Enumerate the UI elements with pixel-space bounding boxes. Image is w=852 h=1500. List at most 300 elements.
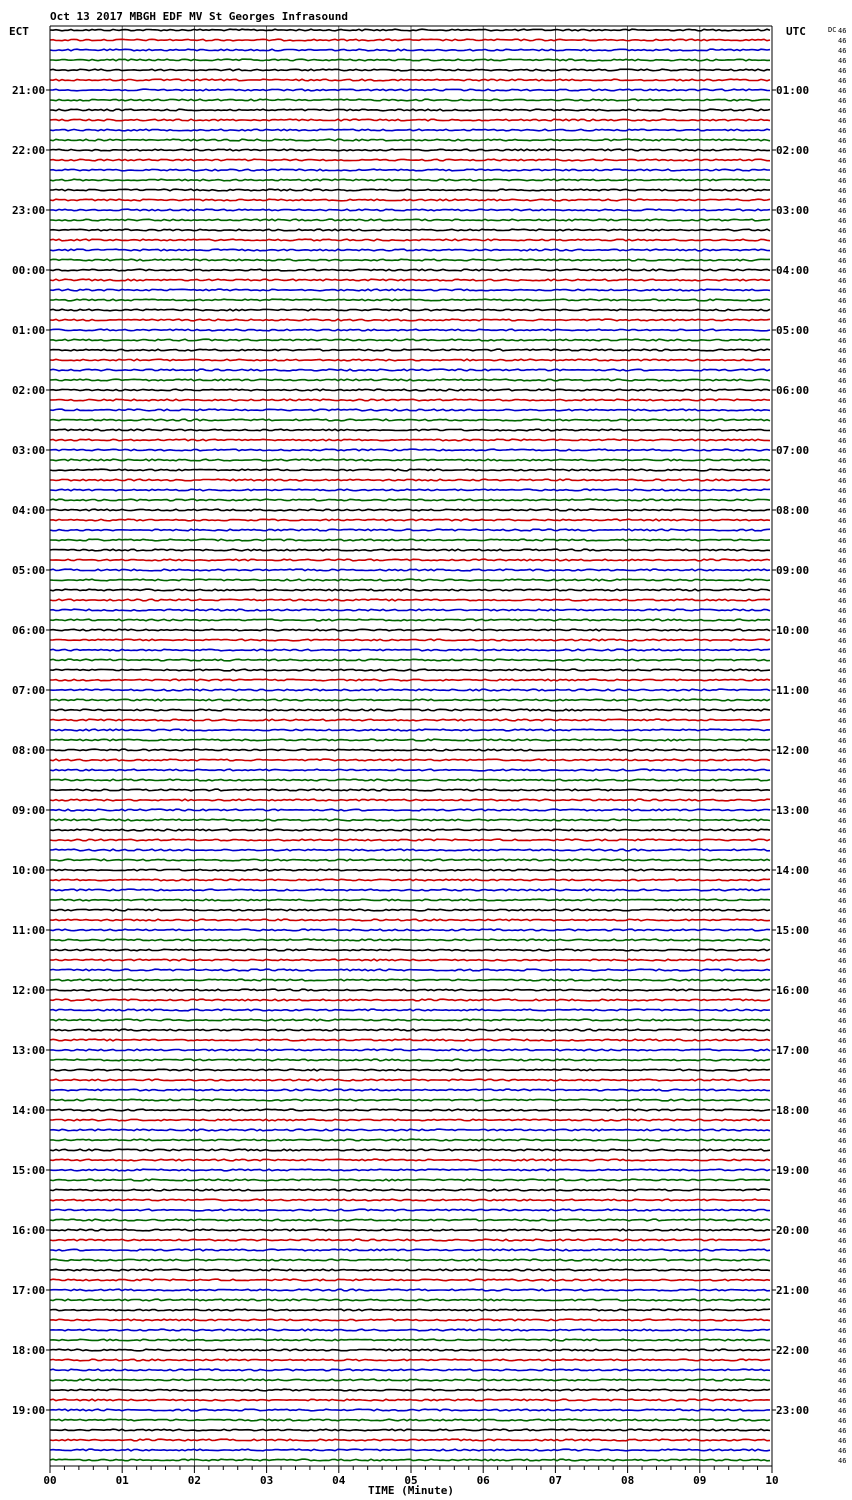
trace-line <box>50 889 770 891</box>
row-scale-label: 46 <box>838 1077 847 1085</box>
right-hour-label: 04:00 <box>776 264 810 277</box>
trace-line <box>50 339 770 341</box>
right-hour-label: 03:00 <box>776 204 810 217</box>
left-hour-label: 00:00 <box>12 264 46 277</box>
right-hour-label: 13:00 <box>776 804 810 817</box>
trace-line <box>50 189 770 191</box>
trace-line <box>50 149 770 151</box>
trace-line <box>50 839 770 841</box>
trace-line <box>50 329 770 331</box>
trace-line <box>50 849 770 851</box>
trace-line <box>50 579 770 581</box>
trace-line <box>50 529 770 531</box>
row-scale-label: 46 <box>838 857 847 865</box>
left-hour-label: 05:00 <box>12 564 46 577</box>
trace-line <box>50 929 770 931</box>
trace-line <box>50 1029 770 1031</box>
trace-line <box>50 409 770 411</box>
trace-line <box>50 869 770 871</box>
row-scale-label: 46 <box>838 187 847 195</box>
trace-line <box>50 539 770 541</box>
row-scale-label: 46 <box>838 847 847 855</box>
trace-line <box>50 979 770 981</box>
row-scale-label: 46 <box>838 1407 847 1415</box>
dc-label: DC <box>828 26 837 34</box>
row-scale-label: 46 <box>838 287 847 295</box>
trace-line <box>50 1089 770 1091</box>
left-hour-label: 19:00 <box>12 1404 46 1417</box>
row-scale-label: 46 <box>838 1217 847 1225</box>
trace-line <box>50 1039 770 1041</box>
row-scale-label: 46 <box>838 1347 847 1355</box>
row-scale-label: 46 <box>838 1087 847 1095</box>
row-scale-label: 46 <box>838 1257 847 1265</box>
row-scale-label: 46 <box>838 497 847 505</box>
row-scale-label: 46 <box>838 517 847 525</box>
left-hour-label: 08:00 <box>12 744 46 757</box>
trace-line <box>50 739 770 741</box>
x-tick-label: 03 <box>259 1474 274 1487</box>
row-scale-label: 46 <box>838 657 847 665</box>
x-tick-label: 04 <box>332 1474 346 1487</box>
x-tick-label: 00 <box>43 1474 57 1487</box>
trace-line <box>50 919 770 921</box>
row-scale-label: 46 <box>838 1357 847 1365</box>
trace-line <box>50 859 770 861</box>
trace-line <box>50 1399 770 1401</box>
row-scale-label: 46 <box>838 1157 847 1165</box>
trace-line <box>50 789 770 791</box>
right-hour-label: 18:00 <box>776 1104 810 1117</box>
row-scale-label: 46 <box>838 817 847 825</box>
row-scale-label: 46 <box>838 807 847 815</box>
row-scale-label: 46 <box>838 737 847 745</box>
trace-line <box>50 1189 770 1191</box>
trace-line <box>50 29 770 31</box>
trace-line <box>50 1049 770 1051</box>
row-scale-label: 46 <box>838 297 847 305</box>
row-scale-label: 46 <box>838 1207 847 1215</box>
right-hour-label: 06:00 <box>776 384 810 397</box>
row-scale-label: 46 <box>838 1237 847 1245</box>
trace-line <box>50 1239 770 1241</box>
row-scale-label: 46 <box>838 647 847 655</box>
row-scale-label: 46 <box>838 397 847 405</box>
row-scale-label: 46 <box>838 157 847 165</box>
row-scale-label: 46 <box>838 237 847 245</box>
row-scale-label: 46 <box>838 797 847 805</box>
row-scale-label: 46 <box>838 837 847 845</box>
trace-line <box>50 219 770 221</box>
row-scale-label: 46 <box>838 827 847 835</box>
x-tick-label: 09 <box>693 1474 707 1487</box>
row-scale-label: 46 <box>838 1437 847 1445</box>
x-tick-label: 07 <box>548 1474 563 1487</box>
trace-line <box>50 799 770 801</box>
row-scale-label: 46 <box>838 457 847 465</box>
row-scale-label: 46 <box>838 997 847 1005</box>
row-scale-label: 46 <box>838 37 847 45</box>
trace-line <box>50 659 770 661</box>
right-hour-label: 12:00 <box>776 744 810 757</box>
row-scale-label: 46 <box>838 697 847 705</box>
trace-line <box>50 1099 770 1101</box>
x-tick-label: 10 <box>765 1474 779 1487</box>
left-hour-label: 09:00 <box>12 804 46 817</box>
row-scale-label: 46 <box>838 377 847 385</box>
row-scale-label: 46 <box>838 957 847 965</box>
trace-line <box>50 1119 770 1121</box>
row-scale-label: 46 <box>838 977 847 985</box>
row-scale-label: 46 <box>838 1397 847 1405</box>
trace-line <box>50 199 770 201</box>
trace-line <box>50 1249 770 1251</box>
trace-line <box>50 279 770 281</box>
row-scale-label: 46 <box>838 757 847 765</box>
right-hour-label: 23:00 <box>776 1404 810 1417</box>
row-scale-label: 46 <box>838 467 847 475</box>
trace-line <box>50 589 770 591</box>
row-scale-label: 46 <box>838 1137 847 1145</box>
chart-title: Oct 13 2017 MBGH EDF MV St Georges Infrasound <box>50 10 349 23</box>
row-scale-label: 46 <box>838 57 847 65</box>
trace-line <box>50 319 770 321</box>
right-hour-label: 09:00 <box>776 564 810 577</box>
trace-line <box>50 1409 770 1411</box>
row-scale-label: 46 <box>838 677 847 685</box>
trace-line <box>50 1159 770 1161</box>
row-scale-label: 46 <box>838 967 847 975</box>
trace-line <box>50 309 770 311</box>
left-hour-label: 10:00 <box>12 864 46 877</box>
trace-line <box>50 1149 770 1151</box>
trace-line <box>50 949 770 951</box>
row-scale-label: 46 <box>838 417 847 425</box>
row-scale-label: 46 <box>838 127 847 135</box>
row-scale-label: 46 <box>838 197 847 205</box>
row-scale-label: 46 <box>838 1097 847 1105</box>
left-hour-label: 14:00 <box>12 1104 46 1117</box>
trace-line <box>50 829 770 831</box>
row-scale-label: 46 <box>838 597 847 605</box>
left-hour-label: 17:00 <box>12 1284 46 1297</box>
trace-line <box>50 109 770 111</box>
row-scale-label: 46 <box>838 1007 847 1015</box>
row-scale-label: 46 <box>838 167 847 175</box>
trace-line <box>50 249 770 251</box>
right-hour-label: 08:00 <box>776 504 810 517</box>
trace-line <box>50 649 770 651</box>
row-scale-label: 46 <box>838 907 847 915</box>
trace-line <box>50 489 770 491</box>
right-hour-label: 20:00 <box>776 1224 810 1237</box>
trace-line <box>50 619 770 621</box>
trace-line <box>50 419 770 421</box>
x-tick-label: 01 <box>115 1474 129 1487</box>
row-scale-label: 46 <box>838 347 847 355</box>
left-hour-label: 23:00 <box>12 204 46 217</box>
trace-line <box>50 1379 770 1381</box>
trace-line <box>50 289 770 291</box>
row-scale-label: 46 <box>838 477 847 485</box>
row-scale-label: 46 <box>838 927 847 935</box>
row-scale-label: 46 <box>838 877 847 885</box>
trace-line <box>50 1229 770 1231</box>
trace-line <box>50 349 770 351</box>
trace-line <box>50 969 770 971</box>
trace-line <box>50 1209 770 1211</box>
trace-line <box>50 729 770 731</box>
row-scale-label: 46 <box>838 917 847 925</box>
trace-line <box>50 429 770 431</box>
trace-line <box>50 119 770 121</box>
row-scale-label: 46 <box>838 447 847 455</box>
row-scale-label: 46 <box>838 547 847 555</box>
row-scale-label: 46 <box>838 1307 847 1315</box>
hour-labels <box>12 27 846 1487</box>
row-scale-label: 46 <box>838 617 847 625</box>
trace-line <box>50 879 770 881</box>
row-scale-label: 46 <box>838 1247 847 1255</box>
row-scale-label: 46 <box>838 707 847 715</box>
left-hour-label: 06:00 <box>12 624 46 637</box>
row-scale-label: 46 <box>838 1277 847 1285</box>
row-scale-label: 46 <box>838 1167 847 1175</box>
left-hour-label: 07:00 <box>12 684 46 697</box>
row-scale-label: 46 <box>838 407 847 415</box>
trace-line <box>50 1309 770 1311</box>
trace-line <box>50 1429 770 1431</box>
trace-line <box>50 169 770 171</box>
right-hour-label: 17:00 <box>776 1044 810 1057</box>
trace-line <box>50 1269 770 1271</box>
trace-line <box>50 999 770 1001</box>
trace-line <box>50 669 770 671</box>
trace-line <box>50 1439 770 1441</box>
row-scale-label: 46 <box>838 1017 847 1025</box>
x-tick-label: 08 <box>620 1474 635 1487</box>
right-hour-label: 11:00 <box>776 684 810 697</box>
trace-line <box>50 749 770 751</box>
trace-line <box>50 369 770 371</box>
trace-line <box>50 909 770 911</box>
row-scale-label: 46 <box>838 437 847 445</box>
trace-line <box>50 129 770 131</box>
trace-line <box>50 299 770 301</box>
trace-line <box>50 1359 770 1361</box>
trace-line <box>50 1259 770 1261</box>
trace-group <box>50 29 770 1461</box>
row-scale-label: 46 <box>838 1107 847 1115</box>
left-hour-label: 15:00 <box>12 1164 46 1177</box>
trace-line <box>50 519 770 521</box>
row-scale-label: 46 <box>838 247 847 255</box>
right-hour-label: 15:00 <box>776 924 810 937</box>
row-scale-label: 46 <box>838 107 847 115</box>
trace-line <box>50 549 770 551</box>
trace-line <box>50 259 770 261</box>
row-scale-label: 46 <box>838 277 847 285</box>
row-scale-label: 46 <box>838 947 847 955</box>
right-hour-label: 21:00 <box>776 1284 810 1297</box>
row-scale-label: 46 <box>838 897 847 905</box>
row-scale-label: 46 <box>838 1037 847 1045</box>
row-scale-label: 46 <box>838 627 847 635</box>
row-scale-label: 46 <box>838 867 847 875</box>
trace-line <box>50 709 770 711</box>
trace-line <box>50 159 770 161</box>
row-scale-label: 46 <box>838 1317 847 1325</box>
right-hour-label: 02:00 <box>776 144 810 157</box>
left-hour-label: 16:00 <box>12 1224 46 1237</box>
row-scale-label: 46 <box>838 367 847 375</box>
row-scale-label: 46 <box>838 217 847 225</box>
row-scale-label: 46 <box>838 387 847 395</box>
trace-line <box>50 39 770 41</box>
trace-line <box>50 379 770 381</box>
trace-line <box>50 139 770 141</box>
row-scale-label: 46 <box>838 1287 847 1295</box>
left-hour-label: 11:00 <box>12 924 46 937</box>
trace-line <box>50 69 770 71</box>
row-scale-label: 46 <box>838 87 847 95</box>
trace-line <box>50 1449 770 1451</box>
trace-line <box>50 679 770 681</box>
row-scale-label: 46 <box>838 77 847 85</box>
trace-line <box>50 1019 770 1021</box>
trace-line <box>50 569 770 571</box>
row-scale-label: 46 <box>838 1337 847 1345</box>
row-scale-label: 46 <box>838 567 847 575</box>
left-hour-label: 04:00 <box>12 504 46 517</box>
right-hour-label: 16:00 <box>776 984 810 997</box>
row-scale-label: 46 <box>838 777 847 785</box>
row-scale-label: 46 <box>838 257 847 265</box>
right-hour-label: 07:00 <box>776 444 810 457</box>
trace-line <box>50 469 770 471</box>
row-scale-label: 46 <box>838 1267 847 1275</box>
trace-line <box>50 479 770 481</box>
row-scale-label: 46 <box>838 1047 847 1055</box>
trace-line <box>50 439 770 441</box>
trace-line <box>50 609 770 611</box>
row-scale-label: 46 <box>838 1327 847 1335</box>
trace-line <box>50 1419 770 1421</box>
left-hour-label: 22:00 <box>12 144 46 157</box>
trace-line <box>50 449 770 451</box>
trace-line <box>50 689 770 691</box>
row-scale-label: 46 <box>838 937 847 945</box>
trace-line <box>50 899 770 901</box>
trace-line <box>50 1179 770 1181</box>
trace-line <box>50 389 770 391</box>
row-scale-label: 46 <box>838 307 847 315</box>
trace-line <box>50 1059 770 1061</box>
trace-line <box>50 239 770 241</box>
row-scale-label: 46 <box>838 1427 847 1435</box>
row-scale-label: 46 <box>838 1457 847 1465</box>
row-scale-label: 46 <box>838 1117 847 1125</box>
row-scale-label: 46 <box>838 557 847 565</box>
right-axis-label: UTC <box>786 25 806 38</box>
row-scale-label: 46 <box>838 1227 847 1235</box>
trace-line <box>50 1139 770 1141</box>
row-scale-label: 46 <box>838 507 847 515</box>
row-scale-label: 46 <box>838 1197 847 1205</box>
trace-line <box>50 959 770 961</box>
row-scale-label: 46 <box>838 607 847 615</box>
trace-line <box>50 399 770 401</box>
row-scale-label: 46 <box>838 27 847 35</box>
row-scale-label: 46 <box>838 767 847 775</box>
row-scale-label: 46 <box>838 97 847 105</box>
row-scale-label: 46 <box>838 1067 847 1075</box>
trace-line <box>50 1369 770 1371</box>
trace-line <box>50 59 770 61</box>
x-tick-label: 05 <box>404 1474 418 1487</box>
row-scale-label: 46 <box>838 887 847 895</box>
trace-line <box>50 79 770 81</box>
trace-line <box>50 1109 770 1111</box>
row-scale-label: 46 <box>838 177 847 185</box>
right-hour-label: 19:00 <box>776 1164 810 1177</box>
row-scale-label: 46 <box>838 587 847 595</box>
row-scale-label: 46 <box>838 357 847 365</box>
row-scale-label: 46 <box>838 1027 847 1035</box>
row-scale-label: 46 <box>838 427 847 435</box>
row-scale-label: 46 <box>838 1297 847 1305</box>
row-scale-label: 46 <box>838 717 847 725</box>
trace-line <box>50 359 770 361</box>
right-hour-label: 01:00 <box>776 84 810 97</box>
trace-line <box>50 269 770 271</box>
row-scale-label: 46 <box>838 537 847 545</box>
x-axis-label: TIME (Minute) <box>367 1484 455 1497</box>
row-scale-label: 46 <box>838 1177 847 1185</box>
trace-line <box>50 1199 770 1201</box>
trace-line <box>50 509 770 511</box>
trace-line <box>50 1279 770 1281</box>
right-hour-label: 22:00 <box>776 1344 810 1357</box>
row-scale-label: 46 <box>838 327 847 335</box>
row-scale-label: 46 <box>838 527 847 535</box>
row-scale-label: 46 <box>838 137 847 145</box>
trace-line <box>50 49 770 51</box>
trace-line <box>50 639 770 641</box>
row-scale-label: 46 <box>838 1447 847 1455</box>
right-hour-label: 14:00 <box>776 864 810 877</box>
row-scale-label: 46 <box>838 47 847 55</box>
row-scale-label: 46 <box>838 1057 847 1065</box>
row-scale-label: 46 <box>838 687 847 695</box>
row-scale-label: 46 <box>838 727 847 735</box>
trace-line <box>50 179 770 181</box>
row-scale-label: 46 <box>838 487 847 495</box>
trace-line <box>50 599 770 601</box>
trace-line <box>50 1069 770 1071</box>
right-hour-label: 10:00 <box>776 624 810 637</box>
row-scale-label: 46 <box>838 1387 847 1395</box>
trace-line <box>50 229 770 231</box>
left-hour-label: 03:00 <box>12 444 46 457</box>
row-scale-label: 46 <box>838 1417 847 1425</box>
left-hour-label: 12:00 <box>12 984 46 997</box>
trace-line <box>50 699 770 701</box>
trace-line <box>50 1329 770 1331</box>
row-scale-label: 46 <box>838 227 847 235</box>
trace-line <box>50 1299 770 1301</box>
row-scale-label: 46 <box>838 67 847 75</box>
